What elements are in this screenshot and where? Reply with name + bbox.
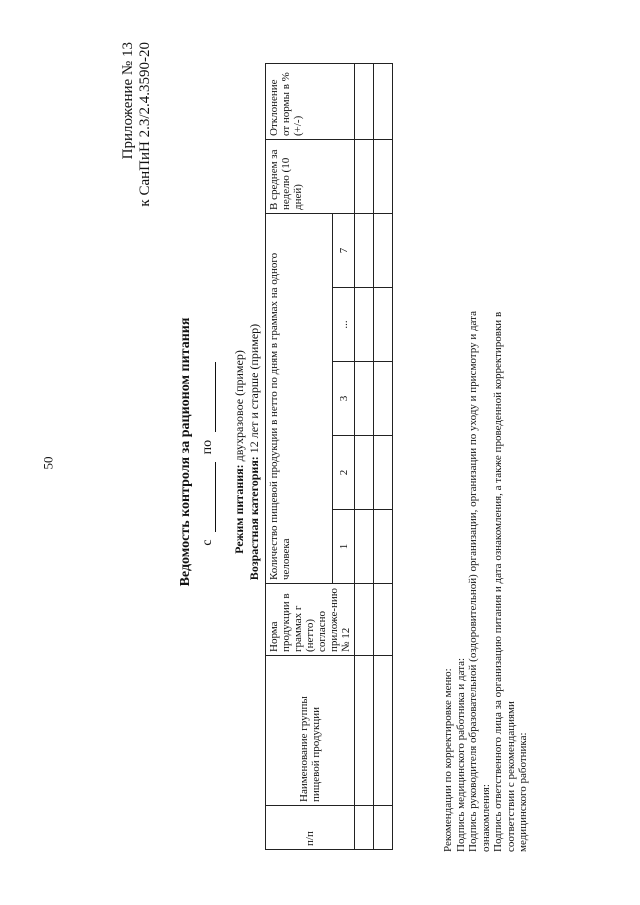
- appendix-reference: [120, 42, 154, 207]
- regime-age-label: Возрастная категория:: [247, 456, 261, 581]
- day-ellipsis: ...: [333, 288, 355, 362]
- table-header-row: [266, 64, 333, 850]
- period-to-label: по: [200, 439, 215, 455]
- note-director-signature: Подпись руководителя образовательной (оздоровительной) организации, организации по уходу и присмотру и дата ознакомления:: [467, 311, 492, 852]
- header-norm: Норма продукции в граммах г (нетто) согласно приложе-нию № 12: [266, 584, 355, 656]
- document-title: Ведомость контроля за рационом питания: [178, 317, 193, 587]
- day-1: 1: [333, 510, 355, 584]
- regime-mode-label: Режим питания:: [232, 464, 246, 554]
- period-line: [200, 42, 216, 862]
- table-row: [355, 64, 374, 850]
- header-quantity: Количество пищевой продукции в нетто по дням в граммах на одного человека: [266, 214, 333, 584]
- note-responsible-signature: Подпись ответственного лица за организацию питания и дата ознакомления, а также проведенной корректировки в соответствии с рекомендациями: [492, 311, 517, 852]
- header-deviation: Отклонение от нормы в % (+/-): [266, 64, 355, 140]
- rotated-sheet: [120, 42, 529, 862]
- regime-mode-value: двухразовое (пример): [232, 350, 246, 462]
- note-medic-worker: медицинского работника:: [517, 732, 529, 852]
- day-7: 7: [333, 214, 355, 288]
- appendix-number: Приложение № 13: [120, 42, 136, 160]
- regime-block: [232, 42, 262, 862]
- regime-age: [247, 42, 262, 862]
- header-group-name: Наименование группы пищевой продукции: [266, 656, 355, 806]
- appendix-sanpin: к СанПиН 2.3/2.4.3590-20: [137, 42, 153, 207]
- period-from-label: с: [200, 539, 215, 546]
- day-3: 3: [333, 362, 355, 436]
- period-to-blank: [203, 362, 216, 432]
- day-2: 2: [333, 436, 355, 510]
- period-from-blank: [203, 462, 216, 532]
- signature-notes: [442, 292, 530, 852]
- regime-mode: [232, 42, 247, 862]
- note-recommendations: Рекомендации по корректировке меню:: [442, 668, 454, 852]
- ration-table: [265, 63, 393, 850]
- header-np: п/п: [266, 806, 355, 850]
- note-medic-signature: Подпись медицинского работника и дата:: [454, 657, 467, 852]
- page-number: 50: [40, 456, 56, 470]
- regime-age-value: 12 лет и старше (пример): [247, 323, 261, 454]
- header-average: В среднем за неделю (10 дней): [266, 140, 355, 214]
- table-row: [374, 64, 393, 850]
